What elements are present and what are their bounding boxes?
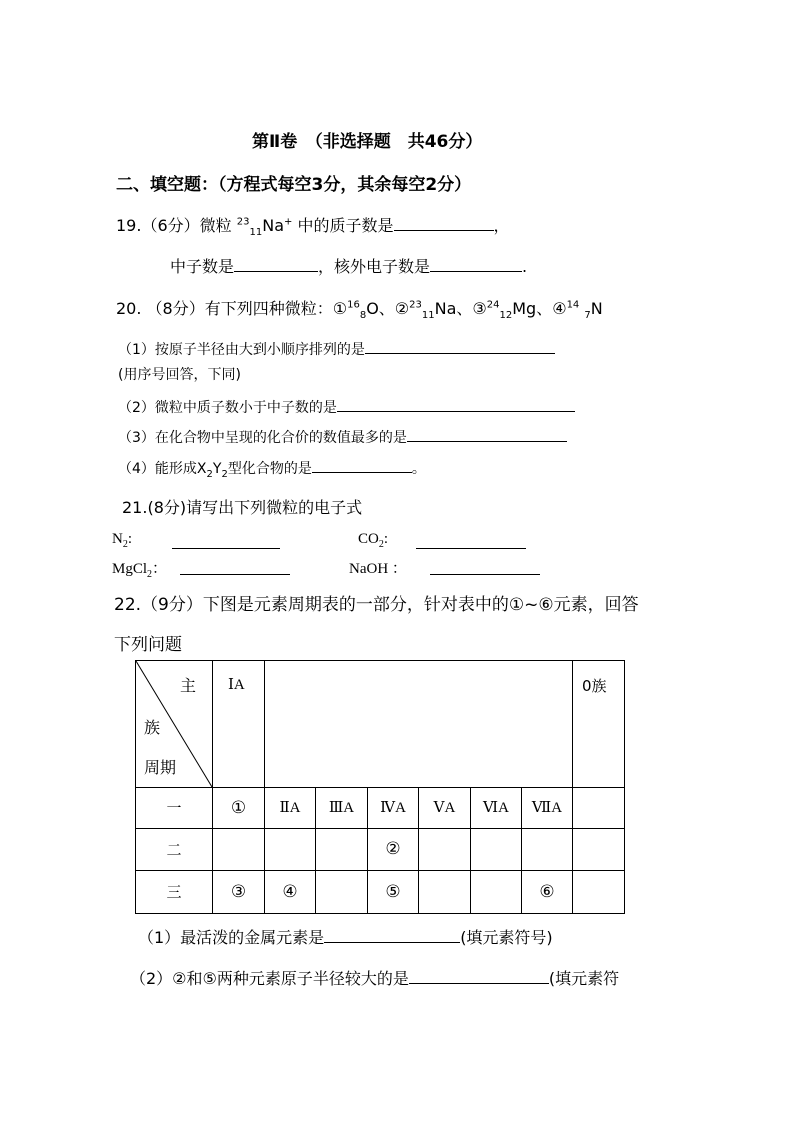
q20-sub4-pre: （4）能形成 bbox=[118, 461, 197, 477]
q21-n2-sub: 2 bbox=[122, 539, 128, 550]
q20-p1-sym: O bbox=[366, 299, 379, 318]
q21-co2-blank[interactable] bbox=[416, 532, 526, 549]
q22-sub1-text: （1）最活泼的金属元素是 bbox=[138, 928, 325, 947]
q22-sub1-blank[interactable] bbox=[324, 926, 460, 943]
q20-sub3 bbox=[118, 425, 567, 447]
q19-nuclide bbox=[236, 216, 293, 239]
part2-heading: 二、填空题：（方程式每空3分，其余每空2分） bbox=[116, 175, 472, 195]
q20-note: (用序号回答，下同) bbox=[118, 367, 241, 383]
cell-element-3: ③ bbox=[230, 881, 247, 902]
q21-n2-blank[interactable] bbox=[172, 532, 280, 549]
section-title: 第Ⅱ卷 （非选择题 共46分） bbox=[252, 132, 483, 152]
periodic-table bbox=[135, 660, 625, 914]
q20-p4-z: 7 bbox=[584, 310, 591, 322]
group-iia-header: ⅡA bbox=[279, 800, 301, 816]
q20-sub4-end: 。 bbox=[411, 461, 426, 477]
period-2-label: 二 bbox=[166, 840, 182, 859]
q19-charge: + bbox=[284, 216, 293, 228]
col-divider-8 bbox=[572, 661, 573, 913]
q20-score: （8分） bbox=[146, 299, 205, 318]
q20-sub1-blank[interactable] bbox=[365, 337, 555, 354]
q21-co2: CO bbox=[358, 531, 379, 547]
q21-mgcl2: MgCl bbox=[112, 561, 148, 577]
q20-sub4-blank[interactable] bbox=[312, 456, 412, 473]
corner-main-label: 主 bbox=[180, 676, 197, 695]
q20-sub1-text: （1）按原子半径由大到小顺序排列的是 bbox=[118, 342, 365, 358]
q20-sub4-yn: 2 bbox=[221, 468, 228, 480]
q21-mgcl2-label bbox=[112, 557, 167, 578]
q22-sub2-text: （2）②和⑤两种元素原子半径较大的是 bbox=[130, 969, 409, 988]
q21-co2-label bbox=[358, 531, 388, 548]
q21-mgcl2-blank[interactable] bbox=[180, 558, 290, 575]
group-zero-header: 0族 bbox=[582, 677, 607, 695]
q20-sub2 bbox=[118, 395, 575, 417]
q22-sub2-blank[interactable] bbox=[409, 967, 549, 984]
q20-p2-z: 11 bbox=[421, 310, 435, 322]
q21-n2: N bbox=[112, 531, 123, 547]
q20-p4-mass: 14 bbox=[566, 299, 580, 311]
cell-element-1: ① bbox=[230, 797, 247, 818]
q22-line1: 22.（9分）下图是元素周期表的一部分，针对表中的①~⑥元素，回答 bbox=[114, 595, 639, 615]
q21-colon3: ： bbox=[152, 561, 168, 577]
q22-sub1-end: (填元素符号) bbox=[460, 928, 553, 947]
q21-colon2: : bbox=[383, 531, 389, 547]
group-ia-header: ⅠA bbox=[228, 677, 245, 693]
q20-sub4-post: 型化合物的是 bbox=[227, 461, 312, 477]
q22-sub1 bbox=[138, 925, 553, 948]
q20-sub4-xn: 2 bbox=[206, 468, 213, 480]
q21-mgcl2-sub: 2 bbox=[147, 569, 153, 580]
group-va-header: ⅤA bbox=[433, 800, 456, 816]
period-3-label: 三 bbox=[166, 883, 182, 901]
q19-proton-blank[interactable] bbox=[394, 214, 494, 231]
q20-sub4-x: X bbox=[196, 461, 207, 477]
q20-p3-z: 12 bbox=[499, 310, 513, 322]
cell-element-4: ④ bbox=[282, 881, 298, 902]
q20-stem-text: 有下列四种微粒： bbox=[204, 299, 333, 318]
q19-symbol: Na bbox=[262, 216, 284, 235]
q19-line2 bbox=[170, 254, 527, 277]
q21-colon1: : bbox=[127, 531, 133, 547]
q21-naoh-label: NaOH ： bbox=[349, 561, 407, 577]
q19-stem: 微粒 bbox=[199, 216, 232, 235]
q19-line1 bbox=[116, 213, 510, 239]
cell-element-2: ② bbox=[385, 839, 401, 859]
q20-sub4 bbox=[118, 456, 426, 478]
q20-p3-mass: 24 bbox=[486, 299, 500, 311]
q20-number: 20. bbox=[116, 299, 142, 318]
q22-sub2 bbox=[130, 966, 619, 989]
q19-after: 中的质子数是 bbox=[297, 216, 394, 235]
q22-sub2-end: (填元素符 bbox=[548, 969, 620, 988]
q21-n2-label bbox=[112, 531, 132, 548]
group-via-header: ⅥA bbox=[483, 800, 509, 816]
corner-period-label: 周期 bbox=[144, 758, 177, 777]
q21-title: 21.(8分)请写出下列微粒的电子式 bbox=[122, 498, 363, 517]
q20-p2-sym: Na bbox=[434, 299, 457, 318]
q19-neutron-label: 中子数是 bbox=[170, 257, 235, 276]
q20-sub4-y: Y bbox=[212, 461, 222, 477]
q20-p4-mark: 、④ bbox=[536, 299, 567, 318]
q20-p4-sym: N bbox=[590, 299, 603, 318]
q20-p1-z: 8 bbox=[359, 310, 367, 322]
q20-sub3-blank[interactable] bbox=[407, 425, 567, 442]
q19-atomic: 11 bbox=[249, 227, 263, 239]
q21-naoh-blank[interactable] bbox=[430, 558, 540, 575]
q19-score: （6分） bbox=[141, 216, 200, 235]
cell-element-6: ⑥ bbox=[539, 881, 555, 902]
q21-co2-sub: 2 bbox=[378, 539, 384, 550]
q19-mass: 23 bbox=[236, 216, 250, 228]
q20-p1-mass: 16 bbox=[347, 299, 360, 311]
q19-number: 19. bbox=[116, 216, 142, 235]
q20-stem bbox=[116, 296, 603, 322]
q19-comma: ， bbox=[493, 216, 510, 235]
corner-group-label: 族 bbox=[144, 718, 161, 737]
q20-p3-sym: Mg bbox=[512, 299, 537, 318]
q19-sep: ，核外电子数是 bbox=[318, 257, 431, 276]
q19-neutron-blank[interactable] bbox=[234, 255, 318, 272]
group-iva-header: ⅣA bbox=[380, 800, 406, 816]
q20-p2-mass: 23 bbox=[409, 299, 422, 311]
q20-p2-mark: 、② bbox=[378, 299, 410, 318]
q22-line2: 下列问题 bbox=[114, 635, 182, 655]
q20-sub1 bbox=[118, 337, 555, 359]
q20-p1-mark: ① bbox=[332, 299, 348, 318]
group-iiia-header: ⅢA bbox=[328, 800, 355, 816]
q20-sub2-text: （2）微粒中质子数小于中子数的是 bbox=[118, 400, 337, 416]
cell-element-5: ⑤ bbox=[385, 881, 401, 902]
group-viia-header: ⅦA bbox=[531, 800, 563, 816]
q19-end: . bbox=[522, 257, 528, 276]
q20-sub2-blank[interactable] bbox=[337, 395, 575, 412]
q20-sub3-text: （3）在化合物中呈现的化合价的数值最多的是 bbox=[118, 430, 407, 446]
period-1-label: 一 bbox=[166, 799, 182, 817]
q20-p3-mark: 、③ bbox=[456, 299, 487, 318]
q19-electron-blank[interactable] bbox=[430, 255, 522, 272]
